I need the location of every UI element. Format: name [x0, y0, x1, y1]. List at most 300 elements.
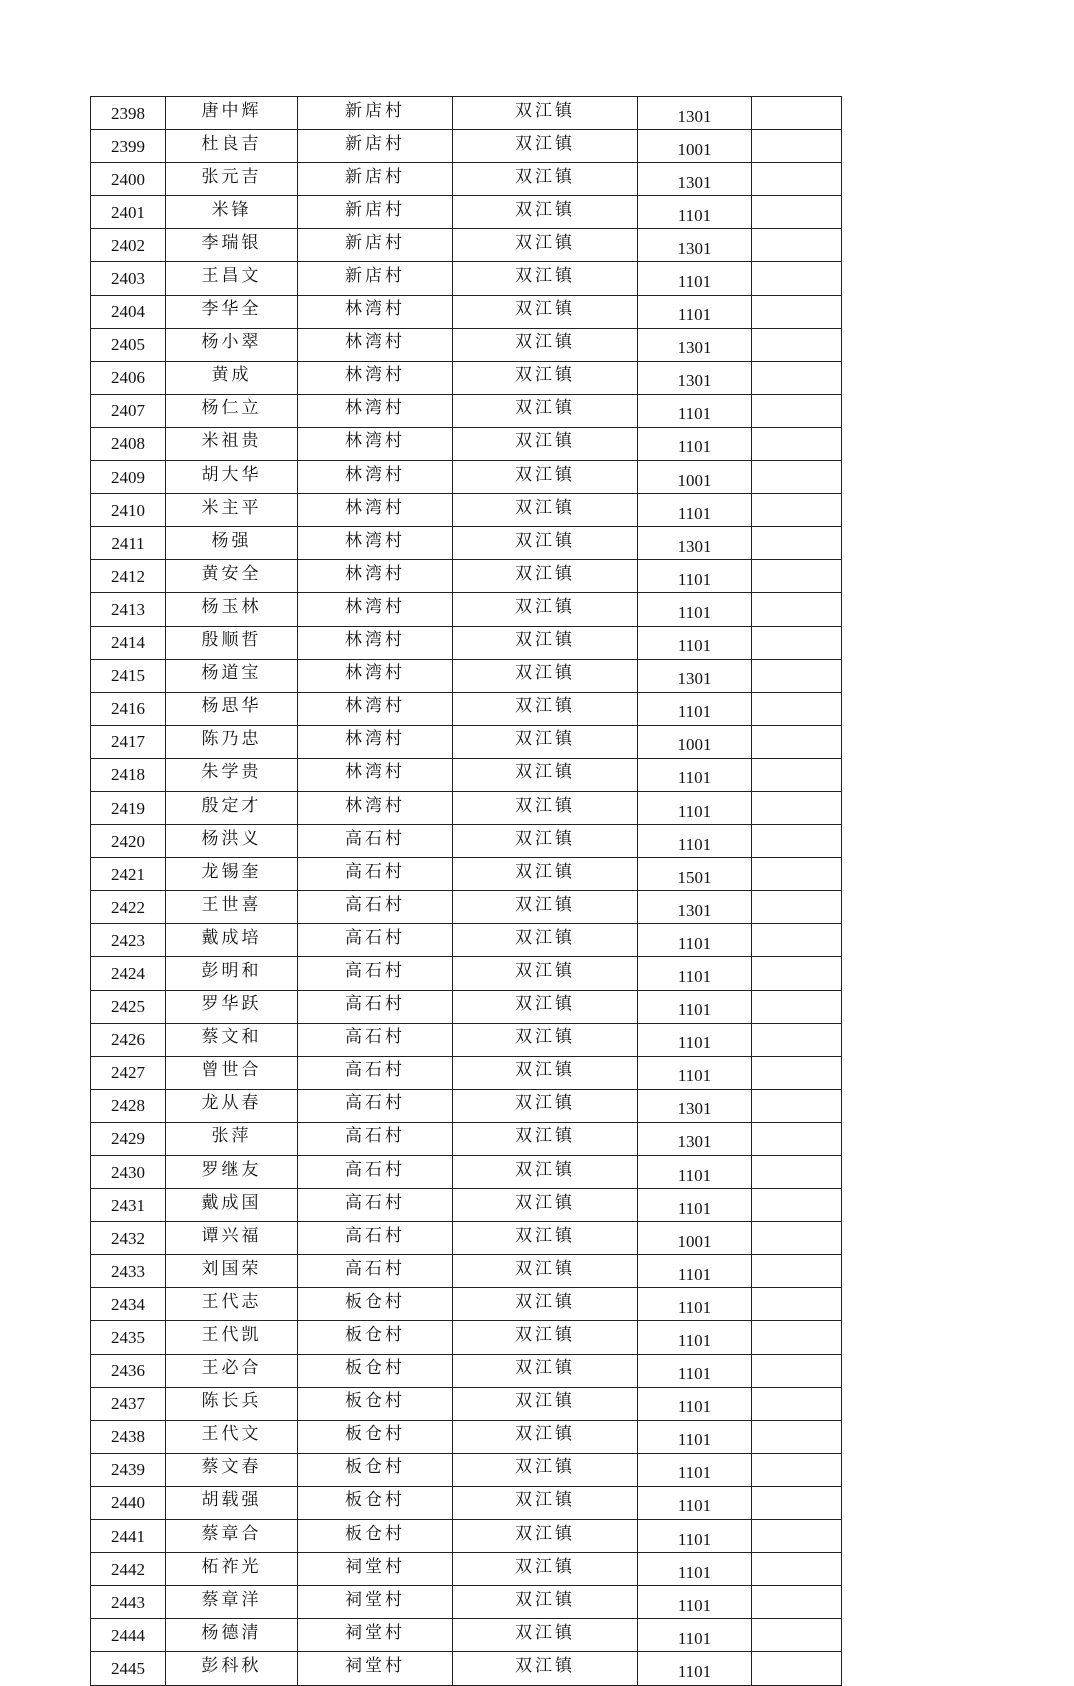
note-cell [752, 1453, 842, 1486]
person-name-cell: 张元吉 [166, 163, 298, 196]
village-cell: 林湾村 [298, 394, 453, 427]
village-cell: 祠堂村 [298, 1652, 453, 1685]
row-number-cell: 2422 [91, 891, 166, 924]
note-cell [752, 659, 842, 692]
roster-table-body [91, 97, 842, 1686]
person-name-cell: 李华全 [166, 295, 298, 328]
note-cell [752, 1156, 842, 1189]
town-cell: 双江镇 [453, 229, 638, 262]
code-cell: 1001 [638, 130, 752, 163]
person-name-cell: 胡载强 [166, 1486, 298, 1519]
row-number-cell: 2400 [91, 163, 166, 196]
person-name-cell: 罗华跃 [166, 990, 298, 1023]
table-row [91, 891, 842, 924]
code-cell: 1101 [638, 1619, 752, 1652]
village-cell: 祠堂村 [298, 1619, 453, 1652]
code-cell: 1301 [638, 1122, 752, 1155]
code-cell: 1101 [638, 1023, 752, 1056]
village-cell: 高石村 [298, 1056, 453, 1089]
note-cell [752, 858, 842, 891]
row-number-cell: 2440 [91, 1486, 166, 1519]
row-number-cell: 2441 [91, 1520, 166, 1553]
person-name-cell: 杨道宝 [166, 659, 298, 692]
table-row [91, 791, 842, 824]
table-row [91, 1486, 842, 1519]
row-number-cell: 2402 [91, 229, 166, 262]
code-cell: 1101 [638, 1056, 752, 1089]
code-cell: 1101 [638, 758, 752, 791]
row-number-cell: 2420 [91, 825, 166, 858]
table-row [91, 1089, 842, 1122]
code-cell: 1101 [638, 262, 752, 295]
table-row [91, 1586, 842, 1619]
town-cell: 双江镇 [453, 1553, 638, 1586]
table-row [91, 361, 842, 394]
code-cell: 1101 [638, 1288, 752, 1321]
code-cell: 1101 [638, 957, 752, 990]
village-cell: 新店村 [298, 262, 453, 295]
table-row [91, 295, 842, 328]
table-row [91, 1156, 842, 1189]
code-cell: 1101 [638, 1321, 752, 1354]
person-name-cell: 米祖贵 [166, 427, 298, 460]
note-cell [752, 924, 842, 957]
town-cell: 双江镇 [453, 593, 638, 626]
row-number-cell: 2432 [91, 1222, 166, 1255]
row-number-cell: 2401 [91, 196, 166, 229]
person-name-cell: 杨玉林 [166, 593, 298, 626]
note-cell [752, 990, 842, 1023]
row-number-cell: 2427 [91, 1056, 166, 1089]
code-cell: 1301 [638, 97, 752, 130]
person-name-cell: 谭兴福 [166, 1222, 298, 1255]
row-number-cell: 2434 [91, 1288, 166, 1321]
table-row [91, 957, 842, 990]
person-name-cell: 黄安全 [166, 560, 298, 593]
person-name-cell: 杜良吉 [166, 130, 298, 163]
note-cell [752, 1652, 842, 1685]
row-number-cell: 2417 [91, 725, 166, 758]
note-cell [752, 593, 842, 626]
note-cell [752, 626, 842, 659]
person-name-cell: 王代凯 [166, 1321, 298, 1354]
code-cell: 1101 [638, 1189, 752, 1222]
table-row [91, 1354, 842, 1387]
table-row [91, 196, 842, 229]
table-row [91, 560, 842, 593]
row-number-cell: 2404 [91, 295, 166, 328]
village-cell: 板仓村 [298, 1288, 453, 1321]
code-cell: 1101 [638, 825, 752, 858]
town-cell: 双江镇 [453, 692, 638, 725]
row-number-cell: 2414 [91, 626, 166, 659]
village-cell: 林湾村 [298, 626, 453, 659]
person-name-cell: 刘国荣 [166, 1255, 298, 1288]
roster-table [90, 96, 842, 1686]
row-number-cell: 2418 [91, 758, 166, 791]
row-number-cell: 2398 [91, 97, 166, 130]
person-name-cell: 张萍 [166, 1122, 298, 1155]
town-cell: 双江镇 [453, 1156, 638, 1189]
row-number-cell: 2428 [91, 1089, 166, 1122]
village-cell: 林湾村 [298, 758, 453, 791]
note-cell [752, 1354, 842, 1387]
note-cell [752, 130, 842, 163]
table-row [91, 1619, 842, 1652]
table-row [91, 1255, 842, 1288]
code-cell: 1101 [638, 196, 752, 229]
town-cell: 双江镇 [453, 626, 638, 659]
table-row [91, 825, 842, 858]
town-cell: 双江镇 [453, 858, 638, 891]
row-number-cell: 2436 [91, 1354, 166, 1387]
code-cell: 1101 [638, 692, 752, 725]
row-number-cell: 2413 [91, 593, 166, 626]
village-cell: 林湾村 [298, 295, 453, 328]
code-cell: 1101 [638, 990, 752, 1023]
note-cell [752, 1520, 842, 1553]
village-cell: 新店村 [298, 163, 453, 196]
town-cell: 双江镇 [453, 1387, 638, 1420]
note-cell [752, 427, 842, 460]
town-cell: 双江镇 [453, 1586, 638, 1619]
person-name-cell: 杨小翠 [166, 328, 298, 361]
table-row [91, 461, 842, 494]
town-cell: 双江镇 [453, 1354, 638, 1387]
note-cell [752, 560, 842, 593]
row-number-cell: 2403 [91, 262, 166, 295]
person-name-cell: 黄成 [166, 361, 298, 394]
town-cell: 双江镇 [453, 1122, 638, 1155]
row-number-cell: 2411 [91, 527, 166, 560]
village-cell: 板仓村 [298, 1486, 453, 1519]
note-cell [752, 1255, 842, 1288]
person-name-cell: 李瑞银 [166, 229, 298, 262]
village-cell: 板仓村 [298, 1387, 453, 1420]
note-cell [752, 394, 842, 427]
table-row [91, 527, 842, 560]
village-cell: 林湾村 [298, 560, 453, 593]
village-cell: 林湾村 [298, 527, 453, 560]
table-row [91, 328, 842, 361]
village-cell: 高石村 [298, 1255, 453, 1288]
code-cell: 1101 [638, 1652, 752, 1685]
note-cell [752, 1321, 842, 1354]
row-number-cell: 2437 [91, 1387, 166, 1420]
code-cell: 1301 [638, 527, 752, 560]
village-cell: 板仓村 [298, 1321, 453, 1354]
person-name-cell: 曾世合 [166, 1056, 298, 1089]
code-cell: 1101 [638, 1156, 752, 1189]
code-cell: 1301 [638, 1089, 752, 1122]
row-number-cell: 2407 [91, 394, 166, 427]
row-number-cell: 2415 [91, 659, 166, 692]
row-number-cell: 2423 [91, 924, 166, 957]
note-cell [752, 1122, 842, 1155]
village-cell: 林湾村 [298, 461, 453, 494]
code-cell: 1301 [638, 229, 752, 262]
note-cell [752, 1486, 842, 1519]
person-name-cell: 蔡章洋 [166, 1586, 298, 1619]
table-row [91, 494, 842, 527]
table-row [91, 659, 842, 692]
town-cell: 双江镇 [453, 328, 638, 361]
table-row [91, 1321, 842, 1354]
person-name-cell: 彭明和 [166, 957, 298, 990]
person-name-cell: 王世喜 [166, 891, 298, 924]
town-cell: 双江镇 [453, 1652, 638, 1685]
code-cell: 1001 [638, 461, 752, 494]
code-cell: 1501 [638, 858, 752, 891]
code-cell: 1001 [638, 1222, 752, 1255]
row-number-cell: 2406 [91, 361, 166, 394]
table-row [91, 1189, 842, 1222]
person-name-cell: 戴成培 [166, 924, 298, 957]
person-name-cell: 殷顺哲 [166, 626, 298, 659]
person-name-cell: 杨洪义 [166, 825, 298, 858]
person-name-cell: 米锋 [166, 196, 298, 229]
village-cell: 新店村 [298, 196, 453, 229]
village-cell: 高石村 [298, 1222, 453, 1255]
person-name-cell: 陈长兵 [166, 1387, 298, 1420]
code-cell: 1101 [638, 427, 752, 460]
town-cell: 双江镇 [453, 461, 638, 494]
row-number-cell: 2438 [91, 1420, 166, 1453]
table-row [91, 1387, 842, 1420]
village-cell: 高石村 [298, 990, 453, 1023]
code-cell: 1301 [638, 659, 752, 692]
note-cell [752, 494, 842, 527]
town-cell: 双江镇 [453, 825, 638, 858]
row-number-cell: 2435 [91, 1321, 166, 1354]
note-cell [752, 1387, 842, 1420]
table-row [91, 1520, 842, 1553]
town-cell: 双江镇 [453, 659, 638, 692]
town-cell: 双江镇 [453, 990, 638, 1023]
note-cell [752, 97, 842, 130]
row-number-cell: 2405 [91, 328, 166, 361]
village-cell: 祠堂村 [298, 1553, 453, 1586]
person-name-cell: 戴成国 [166, 1189, 298, 1222]
village-cell: 林湾村 [298, 494, 453, 527]
note-cell [752, 1189, 842, 1222]
town-cell: 双江镇 [453, 791, 638, 824]
village-cell: 祠堂村 [298, 1586, 453, 1619]
person-name-cell: 蔡章合 [166, 1520, 298, 1553]
person-name-cell: 龙从春 [166, 1089, 298, 1122]
row-number-cell: 2444 [91, 1619, 166, 1652]
table-row [91, 1122, 842, 1155]
village-cell: 高石村 [298, 891, 453, 924]
village-cell: 高石村 [298, 957, 453, 990]
person-name-cell: 柘祚光 [166, 1553, 298, 1586]
note-cell [752, 758, 842, 791]
person-name-cell: 米主平 [166, 494, 298, 527]
note-cell [752, 725, 842, 758]
person-name-cell: 杨思华 [166, 692, 298, 725]
row-number-cell: 2430 [91, 1156, 166, 1189]
table-row [91, 427, 842, 460]
code-cell: 1101 [638, 1486, 752, 1519]
town-cell: 双江镇 [453, 924, 638, 957]
town-cell: 双江镇 [453, 163, 638, 196]
village-cell: 高石村 [298, 1189, 453, 1222]
code-cell: 1101 [638, 1586, 752, 1619]
code-cell: 1101 [638, 1387, 752, 1420]
town-cell: 双江镇 [453, 527, 638, 560]
code-cell: 1101 [638, 560, 752, 593]
code-cell: 1101 [638, 494, 752, 527]
town-cell: 双江镇 [453, 725, 638, 758]
row-number-cell: 2426 [91, 1023, 166, 1056]
note-cell [752, 328, 842, 361]
note-cell [752, 262, 842, 295]
row-number-cell: 2416 [91, 692, 166, 725]
person-name-cell: 蔡文和 [166, 1023, 298, 1056]
town-cell: 双江镇 [453, 1520, 638, 1553]
person-name-cell: 王必合 [166, 1354, 298, 1387]
code-cell: 1101 [638, 593, 752, 626]
note-cell [752, 825, 842, 858]
table-row [91, 97, 842, 130]
village-cell: 林湾村 [298, 659, 453, 692]
row-number-cell: 2429 [91, 1122, 166, 1155]
town-cell: 双江镇 [453, 1420, 638, 1453]
town-cell: 双江镇 [453, 494, 638, 527]
person-name-cell: 胡大华 [166, 461, 298, 494]
table-row [91, 1056, 842, 1089]
town-cell: 双江镇 [453, 262, 638, 295]
note-cell [752, 1288, 842, 1321]
note-cell [752, 461, 842, 494]
code-cell: 1101 [638, 626, 752, 659]
note-cell [752, 692, 842, 725]
note-cell [752, 163, 842, 196]
village-cell: 林湾村 [298, 791, 453, 824]
village-cell: 林湾村 [298, 692, 453, 725]
town-cell: 双江镇 [453, 427, 638, 460]
note-cell [752, 229, 842, 262]
person-name-cell: 陈乃忠 [166, 725, 298, 758]
row-number-cell: 2399 [91, 130, 166, 163]
town-cell: 双江镇 [453, 1089, 638, 1122]
village-cell: 高石村 [298, 858, 453, 891]
table-row [91, 1222, 842, 1255]
table-row [91, 692, 842, 725]
note-cell [752, 1420, 842, 1453]
town-cell: 双江镇 [453, 130, 638, 163]
note-cell [752, 527, 842, 560]
row-number-cell: 2442 [91, 1553, 166, 1586]
row-number-cell: 2424 [91, 957, 166, 990]
code-cell: 1101 [638, 1520, 752, 1553]
row-number-cell: 2431 [91, 1189, 166, 1222]
person-name-cell: 蔡文春 [166, 1453, 298, 1486]
town-cell: 双江镇 [453, 295, 638, 328]
table-row [91, 1420, 842, 1453]
table-row [91, 1652, 842, 1685]
note-cell [752, 361, 842, 394]
village-cell: 林湾村 [298, 328, 453, 361]
village-cell: 高石村 [298, 1122, 453, 1155]
village-cell: 新店村 [298, 130, 453, 163]
town-cell: 双江镇 [453, 1288, 638, 1321]
town-cell: 双江镇 [453, 1222, 638, 1255]
town-cell: 双江镇 [453, 361, 638, 394]
note-cell [752, 957, 842, 990]
code-cell: 1101 [638, 924, 752, 957]
row-number-cell: 2433 [91, 1255, 166, 1288]
code-cell: 1101 [638, 394, 752, 427]
table-row [91, 1453, 842, 1486]
town-cell: 双江镇 [453, 1189, 638, 1222]
person-name-cell: 杨德清 [166, 1619, 298, 1652]
row-number-cell: 2419 [91, 791, 166, 824]
note-cell [752, 1222, 842, 1255]
town-cell: 双江镇 [453, 1453, 638, 1486]
town-cell: 双江镇 [453, 1056, 638, 1089]
village-cell: 高石村 [298, 1156, 453, 1189]
note-cell [752, 196, 842, 229]
person-name-cell: 杨强 [166, 527, 298, 560]
village-cell: 林湾村 [298, 427, 453, 460]
row-number-cell: 2443 [91, 1586, 166, 1619]
village-cell: 高石村 [298, 1089, 453, 1122]
town-cell: 双江镇 [453, 758, 638, 791]
person-name-cell: 彭科秋 [166, 1652, 298, 1685]
person-name-cell: 王代志 [166, 1288, 298, 1321]
row-number-cell: 2425 [91, 990, 166, 1023]
town-cell: 双江镇 [453, 1619, 638, 1652]
village-cell: 板仓村 [298, 1520, 453, 1553]
town-cell: 双江镇 [453, 1486, 638, 1519]
village-cell: 林湾村 [298, 361, 453, 394]
code-cell: 1301 [638, 361, 752, 394]
table-row [91, 1288, 842, 1321]
town-cell: 双江镇 [453, 1255, 638, 1288]
table-row [91, 626, 842, 659]
code-cell: 1101 [638, 791, 752, 824]
code-cell: 1101 [638, 1354, 752, 1387]
town-cell: 双江镇 [453, 1023, 638, 1056]
village-cell: 新店村 [298, 97, 453, 130]
code-cell: 1001 [638, 725, 752, 758]
town-cell: 双江镇 [453, 957, 638, 990]
code-cell: 1101 [638, 295, 752, 328]
table-row [91, 593, 842, 626]
table-row [91, 990, 842, 1023]
row-number-cell: 2445 [91, 1652, 166, 1685]
table-row [91, 130, 842, 163]
village-cell: 林湾村 [298, 593, 453, 626]
code-cell: 1301 [638, 891, 752, 924]
person-name-cell: 罗继友 [166, 1156, 298, 1189]
row-number-cell: 2421 [91, 858, 166, 891]
village-cell: 高石村 [298, 825, 453, 858]
village-cell: 板仓村 [298, 1420, 453, 1453]
note-cell [752, 1553, 842, 1586]
note-cell [752, 1056, 842, 1089]
table-row [91, 229, 842, 262]
code-cell: 1101 [638, 1420, 752, 1453]
person-name-cell: 唐中辉 [166, 97, 298, 130]
person-name-cell: 朱学贵 [166, 758, 298, 791]
table-row [91, 924, 842, 957]
row-number-cell: 2408 [91, 427, 166, 460]
person-name-cell: 杨仁立 [166, 394, 298, 427]
note-cell [752, 1619, 842, 1652]
village-cell: 高石村 [298, 924, 453, 957]
